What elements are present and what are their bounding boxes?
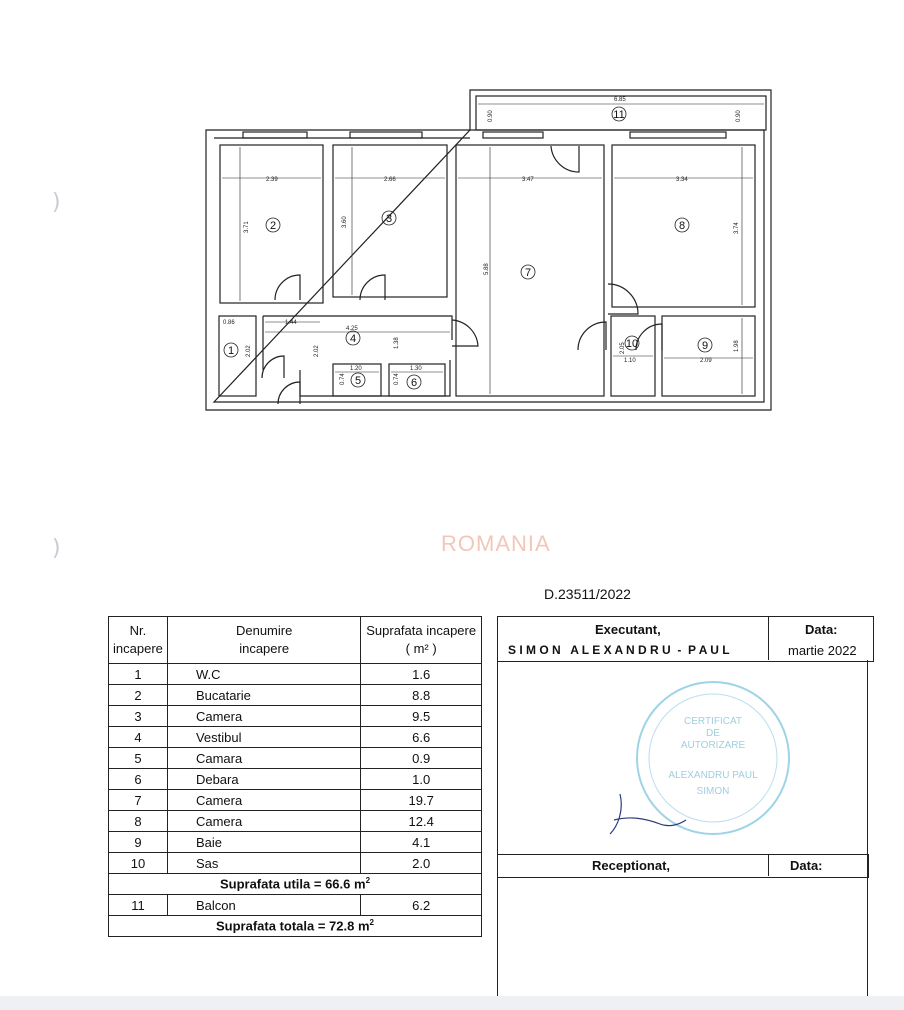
row-area: 8.8 — [361, 685, 482, 706]
table-row — [109, 790, 482, 811]
dim-label: 0.90 — [488, 110, 494, 122]
row-nr: 5 — [109, 748, 168, 769]
table-row — [109, 685, 482, 706]
rooms-table — [108, 616, 482, 937]
row-area: 1.0 — [361, 769, 482, 790]
table-row — [109, 895, 482, 916]
dim-label: 3.60 — [342, 216, 348, 228]
window — [350, 132, 422, 138]
superscript: 2 — [365, 876, 371, 886]
row-name: Camara — [167, 748, 360, 769]
room-number: 7 — [524, 267, 532, 279]
table-row — [109, 832, 482, 853]
room-number: 2 — [269, 220, 277, 232]
door-arc — [262, 356, 284, 378]
page-edge-mark: ) — [52, 536, 61, 561]
dim-label: 1.44 — [285, 320, 297, 326]
door-arc — [275, 275, 300, 300]
row-nr: 11 — [109, 895, 168, 916]
page-edge-mark: ) — [52, 190, 61, 215]
table-row — [109, 748, 482, 769]
total-area-label: Suprafata totala = 72.8 m — [216, 918, 370, 934]
row-area: 0.9 — [361, 748, 482, 769]
table-row — [109, 706, 482, 727]
row-area: 2.0 — [361, 853, 482, 874]
dim-label: 1.38 — [394, 337, 400, 349]
dim-label: 0.86 — [223, 320, 235, 326]
room-number: 10 — [625, 338, 639, 350]
stamp-line: ALEXANDRU PAUL — [668, 770, 758, 781]
date-label: Data: — [805, 622, 838, 637]
useful-area-label: Suprafata utila = 66.6 m — [219, 876, 366, 892]
row-nr: 4 — [109, 727, 168, 748]
door-arc — [360, 275, 385, 300]
useful-area-row — [109, 874, 482, 895]
document-number: D.23511/2022 — [544, 586, 631, 602]
row-name: Baie — [167, 832, 360, 853]
room-number: 3 — [385, 213, 393, 225]
window — [243, 132, 307, 138]
row-area: 19.7 — [361, 790, 482, 811]
row-area: 6.6 — [361, 727, 482, 748]
row-area: 6.2 — [361, 895, 482, 916]
header-name: Denumire incapere — [167, 617, 360, 664]
row-nr: 10 — [109, 853, 168, 874]
dim-label: 5.88 — [484, 263, 490, 275]
row-nr: 8 — [109, 811, 168, 832]
table-row — [109, 769, 482, 790]
stamp-line: CERTIFICAT — [684, 716, 742, 727]
dim-label: 6.85 — [614, 97, 626, 103]
dim-label: 2.39 — [266, 177, 278, 183]
executant-name: S I M O N A L E X A N D R U - P A U L — [508, 643, 730, 657]
room-number: 5 — [354, 375, 362, 387]
row-name: W.C — [167, 664, 360, 685]
useful-area-cell — [109, 874, 482, 895]
table-row — [109, 811, 482, 832]
left-border — [497, 660, 498, 996]
dim-label: 1.30 — [410, 366, 422, 372]
dim-label: 2.02 — [246, 345, 252, 357]
dim-label: 3.47 — [522, 177, 534, 183]
row-name: Debara — [167, 769, 360, 790]
dim-label: 2.05 — [620, 342, 626, 354]
window — [483, 132, 543, 138]
stamp-line: DE — [706, 728, 720, 739]
room-number: 4 — [349, 333, 357, 345]
floor-plan — [0, 0, 904, 470]
door-arc — [578, 322, 606, 350]
table-row — [109, 853, 482, 874]
window — [630, 132, 726, 138]
dim-label: 0.90 — [736, 110, 742, 122]
room-number: 6 — [410, 377, 418, 389]
dim-label: 4.25 — [346, 326, 358, 332]
date-value: martie 2022 — [788, 643, 857, 658]
dim-label: 1.20 — [350, 366, 362, 372]
stamp-line: SIMON — [696, 786, 730, 797]
total-area-row — [109, 916, 482, 937]
door-arc — [636, 324, 662, 350]
room-9-outline — [662, 316, 755, 396]
header-area: Suprafata incapere ( m² ) — [361, 617, 482, 664]
room-number: 8 — [678, 220, 686, 232]
dim-label: 3.71 — [244, 221, 250, 233]
row-name: Camera — [167, 790, 360, 811]
executant-label: Executant, — [595, 622, 661, 637]
row-name: Balcon — [167, 895, 360, 916]
row-area: 12.4 — [361, 811, 482, 832]
received-label: Receptionat, — [592, 858, 671, 873]
table-header-row — [109, 617, 482, 664]
table-row — [109, 664, 482, 685]
dim-label: 0.74 — [394, 373, 400, 385]
table-row — [109, 727, 482, 748]
header-nr: Nr. incapere — [109, 617, 168, 664]
row-area: 9.5 — [361, 706, 482, 727]
superscript: 2 — [369, 918, 374, 928]
dim-label: 2.02 — [314, 345, 320, 357]
received-date-label: Data: — [790, 858, 823, 873]
row-name: Sas — [167, 853, 360, 874]
dim-label: 3.74 — [734, 222, 740, 234]
door-arc — [551, 146, 579, 172]
row-nr: 6 — [109, 769, 168, 790]
row-nr: 1 — [109, 664, 168, 685]
total-area-cell — [109, 916, 482, 937]
row-area: 4.1 — [361, 832, 482, 853]
row-nr: 7 — [109, 790, 168, 811]
column-divider — [768, 616, 769, 660]
dim-label: 3.34 — [676, 177, 688, 183]
dim-label: 2.09 — [700, 358, 712, 364]
dim-label: 0.74 — [340, 373, 346, 385]
right-border — [867, 660, 868, 996]
row-nr: 9 — [109, 832, 168, 853]
row-nr: 2 — [109, 685, 168, 706]
row-name: Bucatarie — [167, 685, 360, 706]
row-name: Vestibul — [167, 727, 360, 748]
room-number: 9 — [701, 340, 709, 352]
signature — [600, 790, 690, 840]
row-nr: 3 — [109, 706, 168, 727]
page-footer-bar — [0, 996, 904, 1010]
dim-label: 1.98 — [734, 340, 740, 352]
door-arc — [278, 382, 300, 404]
dim-label: 2.66 — [384, 177, 396, 183]
stamp-line: AUTORIZARE — [680, 740, 746, 751]
room-number: 11 — [613, 109, 625, 121]
row-name: Camera — [167, 811, 360, 832]
dim-label: 1.10 — [624, 358, 636, 364]
row-area: 1.6 — [361, 664, 482, 685]
column-divider — [768, 854, 769, 876]
room-number: 1 — [227, 345, 235, 357]
watermark-text: ROMANIA — [441, 531, 551, 556]
row-name: Camera — [167, 706, 360, 727]
